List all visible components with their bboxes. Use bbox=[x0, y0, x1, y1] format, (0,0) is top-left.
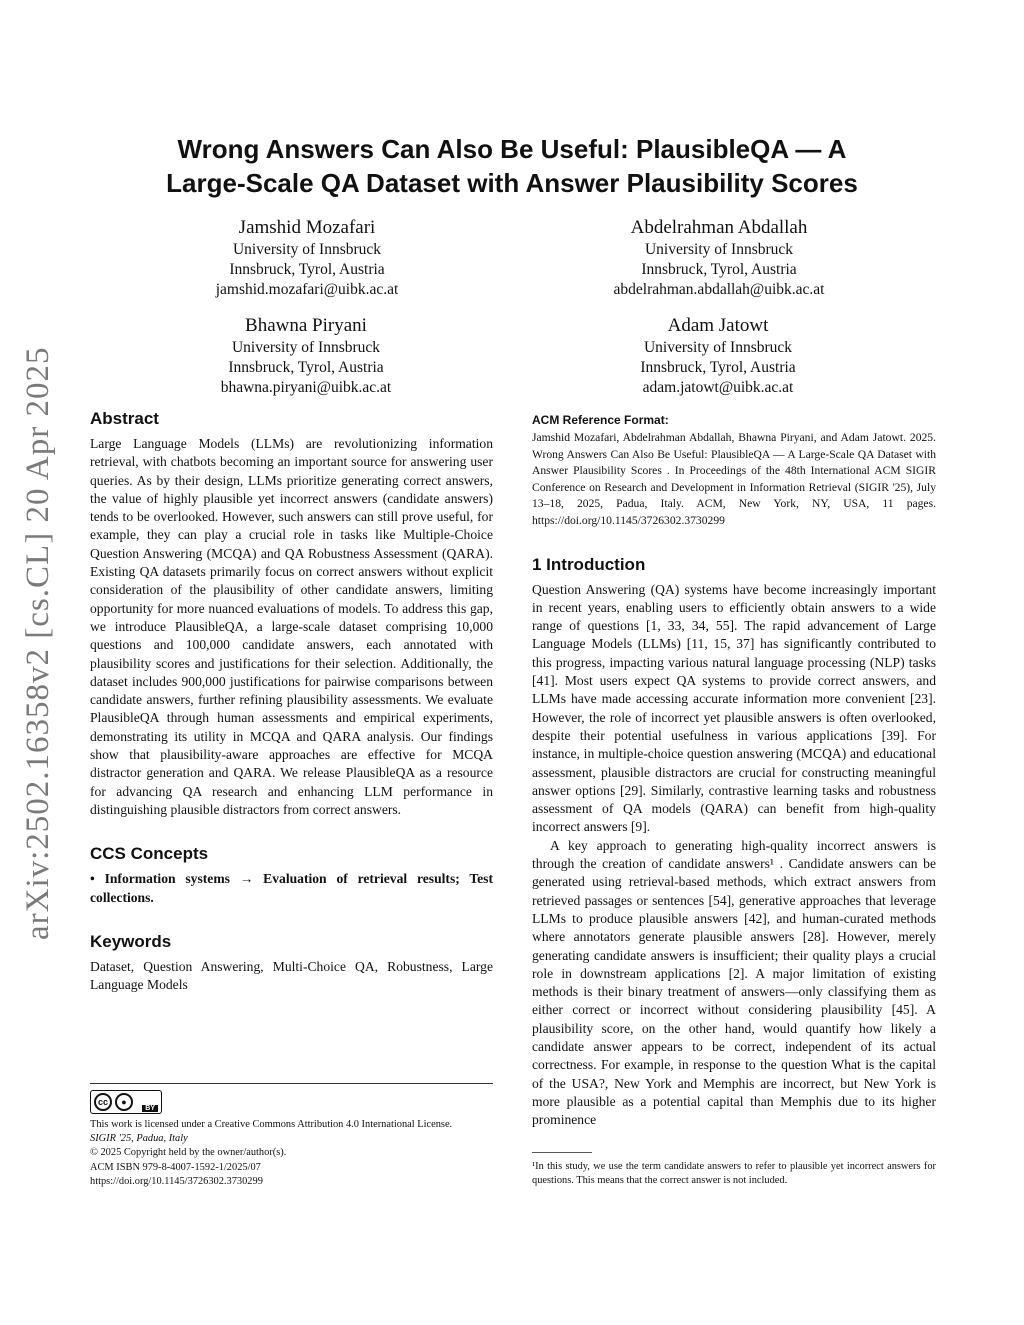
license-venue: SIGIR '25, Padua, Italy bbox=[90, 1133, 188, 1145]
author-location: Innsbruck, Tyrol, Austria bbox=[228, 359, 384, 376]
introduction-heading: 1 Introduction bbox=[532, 554, 646, 574]
author-email[interactable]: adam.jatowt@uibk.ac.at bbox=[642, 379, 794, 396]
author-name: Bhawna Piryani bbox=[245, 315, 367, 336]
keywords-text: Dataset, Question Answering, Multi-Choice QA, Robustness, Large Language Models bbox=[90, 958, 493, 993]
acm-ref-heading: ACM Reference Format: bbox=[532, 413, 669, 427]
footnote-divider bbox=[532, 1152, 592, 1153]
acm-ref-text: Jamshid Mozafari, Abdelrahman Abdallah, Bhawna Piryani, and Adam Jatowt. 2025. Wrong Answers Can Also Be Useful: PlausibleQA — A Large-Scale QA Dataset with Answer Plausibility Scores . In Proceedings of the 48th International ACM SIGIR Conference on Research and Development in Information Retrieval (SIGIR '25), July 13–18, 2025, Padua, Italy. ACM, New York, NY, USA, 11 pages. https://doi.org/10.1145/3726302.3730299 bbox=[532, 431, 936, 527]
ccs-heading: CCS Concepts bbox=[90, 844, 209, 864]
ccs-text: • Information systems → Evaluation of retrieval results; Test collections. bbox=[90, 871, 493, 905]
author-affiliation: University of Innsbruck bbox=[232, 241, 382, 258]
paper-title bbox=[100, 132, 924, 200]
cc-icon: cc bbox=[94, 1093, 112, 1111]
left-column bbox=[90, 408, 493, 994]
title-line-2: Large-Scale QA Dataset with Answer Plausibility Scores bbox=[166, 168, 858, 198]
author-email[interactable]: bhawna.piryani@uibk.ac.at bbox=[220, 379, 392, 396]
author-location: Innsbruck, Tyrol, Austria bbox=[641, 261, 797, 278]
author-email[interactable]: jamshid.mozafari@uibk.ac.at bbox=[215, 281, 399, 298]
attribution-person-icon: ● bbox=[115, 1093, 133, 1111]
author-block-4 bbox=[528, 314, 908, 398]
author-block-2 bbox=[529, 216, 909, 300]
abstract-text: Large Language Models (LLMs) are revolutionizing information retrieval, with chatbots becoming an important source for answering user queries. As by their design, LLMs prioritize generating correct answers, the value of highly plausible yet incorrect answers (candidate answers) tends to be overlooked. However, such answers can still prove useful, for example, they can play a crucial role in tasks like Multiple-Choice Question Answering (MCQA) and QA Robustness Assessment (QARA). Existing QA datasets primarily focus on correct answers without explicit consideration of the plausibility of other candidate answers, limiting opportunity for more nuanced evaluations of models. To address this gap, we introduce PlausibleQA, a large-scale dataset comprising 10,000 questions and 100,000 candidate answers, each annotated with plausibility scores and justifications for their selection. Additionally, the dataset includes 900,000 justifications for pairwise comparisons between candidate answers, further refining plausibility assessments. We evaluate PlausibleQA through human assessments and empirical experiments, demonstrating its utility in MCQA and QARA analysis. Our findings show that plausibility-aware approaches are effective for MCQA distractor generation and QARA. We release PlausibleQA as a resource for advancing QA research and enhancing LLM performance in distinguishing plausible distractors from correct answers. bbox=[90, 436, 493, 817]
license-doi[interactable]: https://doi.org/10.1145/3726302.3730299 bbox=[90, 1175, 263, 1187]
author-affiliation: University of Innsbruck bbox=[231, 339, 381, 356]
author-affiliation: University of Innsbruck bbox=[644, 241, 794, 258]
license-isbn: ACM ISBN 979-8-4007-1592-1/2025/07 bbox=[90, 1161, 261, 1173]
author-block-1 bbox=[117, 216, 497, 300]
intro-paragraph-1: Question Answering (QA) systems have become increasingly important in recent years, enabling users to efficiently obtain answers to a wide range of questions [1, 33, 34, 55]. The rapid advancement of Large Language Models (LLMs) [11, 15, 37] has significantly contributed to this progress, impacting various natural language processing (NLP) tasks [41]. Most users expect QA systems to provide correct answers, and LLMs have made accessing accurate information more convenient [23]. However, the role of incorrect yet plausible answers is often overlooked, despite their potential usefulness in various applications [39]. For instance, in multiple-choice question answering (MCQA) and educational assessment, plausible distractors are crucial for constructing meaningful answer options [29]. Similarly, contrastive learning tasks and robustness assessment of QA models (QARA) can benefit from high-quality incorrect answers [9]. bbox=[532, 581, 936, 835]
author-email[interactable]: abdelrahman.abdallah@uibk.ac.at bbox=[613, 281, 825, 298]
author-name: Abdelrahman Abdallah bbox=[630, 217, 808, 238]
intro-paragraph-2: A key approach to generating high-quality incorrect answers is through the creation of candidate answers¹ . Candidate answers can be generated using retrieval-based methods, which extract answers from retrieved passages or sentences [54], generative approaches that leverage LLMs to produce plausible answers [42], and human-curated methods where annotators generate plausible answers [28]. However, merely generating candidate answers is insufficient; their quality plays a crucial role in downstream applications [2]. A major limitation of existing methods is their binary treatment of answers—only classifying them as either correct or incorrect without considering plausibility [45]. A plausibility score, on the other hand, would quantify how likely a candidate answer appears to be correct, independent of its actual correctness. For example, in response to the question What is the capital of the USA?, New York and Memphis are incorrect, but New York is more plausible as a potential capital than Memphis due to its higher prominence bbox=[532, 837, 936, 1128]
title-line-1: Wrong Answers Can Also Be Useful: PlausibleQA — A bbox=[177, 134, 847, 164]
author-name: Adam Jatowt bbox=[667, 315, 769, 336]
abstract-heading: Abstract bbox=[90, 409, 159, 428]
author-location: Innsbruck, Tyrol, Austria bbox=[229, 261, 385, 278]
arxiv-identifier: arXiv:2502.16358v2 [cs.CL] 20 Apr 2025 bbox=[20, 346, 56, 940]
author-location: Innsbruck, Tyrol, Austria bbox=[640, 359, 796, 376]
right-column bbox=[532, 412, 936, 1129]
cc-license-badge bbox=[90, 1090, 162, 1114]
author-affiliation: University of Innsbruck bbox=[643, 339, 793, 356]
by-label: BY bbox=[142, 1105, 158, 1112]
keywords-heading: Keywords bbox=[90, 931, 172, 951]
license-line: This work is licensed under a Creative Commons Attribution 4.0 International License. bbox=[90, 1119, 453, 1130]
footnote: ¹In this study, we use the term candidate answers to refer to plausible yet incorrect answers for questions. This means that the correct answer is not included. bbox=[532, 1161, 936, 1186]
license-block bbox=[90, 1118, 500, 1189]
license-divider bbox=[90, 1083, 493, 1084]
author-name: Jamshid Mozafari bbox=[238, 217, 376, 238]
license-copyright: © 2025 Copyright held by the owner/author(s). bbox=[90, 1147, 287, 1159]
author-block-3 bbox=[116, 314, 496, 398]
